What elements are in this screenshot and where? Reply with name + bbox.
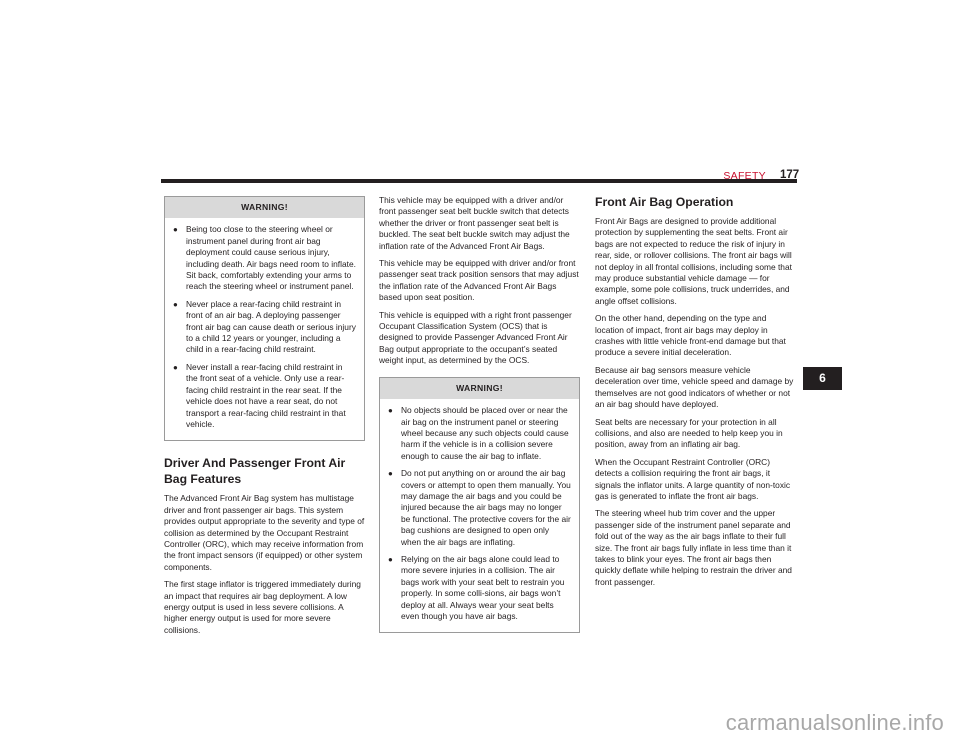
bullet-icon: ● — [388, 469, 393, 479]
bullet-icon: ● — [388, 554, 393, 564]
bullet-icon: ● — [388, 406, 393, 416]
warning-item: ● Never place a rear-facing child restraint in front of an air bag. A deploying passenger front air bag can cause death or serious injury to a child 12 years or younger, including a child in a rear-facing child restraint. — [173, 298, 356, 355]
section-title: SAFETY — [723, 170, 766, 182]
column-right — [595, 194, 797, 594]
section-heading: Driver And Passenger Front Air Bag Features — [164, 456, 346, 487]
bullet-icon: ● — [173, 362, 178, 372]
body-paragraph: Because air bag sensors measure vehicle deceleration over time, vehicle speed and damage by themselves are not good indicators of whether or not an air bag should have deployed. — [595, 364, 794, 410]
warning-item: ● No objects should be placed over or near the air bag on the instrument panel or steering wheel because any such objects could cause harm if the vehicle is in a collision severe enough to cause the air bag to inflate. — [388, 405, 569, 461]
bullet-icon: ● — [173, 299, 178, 309]
warning-box — [164, 196, 365, 441]
body-paragraph: The first stage inflator is triggered immediately during an impact that requires air bag deployment. A low energy output is used in less severe collisions. A higher energy output is used for more severe collisions. — [164, 579, 361, 635]
page-number: 177 — [780, 169, 800, 181]
body-paragraph: This vehicle may be equipped with driver and/or front passenger seat track position sensors that may adjust the inflation rate of the Advanced Front Air Bags based upon seat position. — [379, 258, 579, 303]
header-rule — [161, 179, 797, 183]
warning-item: ● Being too close to the steering wheel or instrument panel during front air bag deployment could cause serious injury, including death. Air bags need room to inflate. Sit back, comfortably extending your arms to reach the steering wheel or instrument panel. — [173, 224, 356, 292]
warning-title: WARNING! — [380, 378, 579, 399]
body-paragraph: When the Occupant Restraint Controller (ORC) detects a collision requiring the front air bags, it signals the inflator units. A large quantity of non-toxic gas is generated to inflate the front air bags. — [595, 456, 791, 501]
warning-list — [380, 399, 579, 632]
watermark: carmanualsonline.info — [725, 710, 944, 735]
bullet-icon: ● — [173, 225, 178, 235]
column-left — [164, 196, 365, 642]
warning-item: ● Never install a rear-facing child restraint in the front seat of a vehicle. Only use a rear-facing child restraint in the rear seat. If the vehicle does not have a rear seat, do not transport a rear-facing child restraint in that vehicle. — [173, 361, 346, 429]
warning-title: WARNING! — [165, 197, 364, 218]
body-paragraph: The Advanced Front Air Bag system has multistage driver and front passenger air bags. This system provides output appropriate to the severity and type of collision as determined by the Occupant Restraint Controller (ORC), which may receive information from the front impact sensors (if equipped) or other system components. — [164, 493, 365, 572]
body-paragraph: Front Air Bags are designed to provide additional protection by supplementing the seat belts. Front air bags are not expected to reduce the risk of injury in rear, side, or rollover collisions. The front air bags will not deploy in all frontal collisions, including some that may produce substantial vehicle damage — for example, some pole collisions, truck underrides, and angle offset collisions. — [595, 216, 792, 306]
column-middle — [379, 195, 580, 633]
body-paragraph: On the other hand, depending on the type and location of impact, front air bags may deploy in crashes with little vehicle front-end damage but that produce a severe initial deceleration. — [595, 313, 786, 358]
section-heading: Front Air Bag Operation — [595, 195, 734, 209]
warning-box — [379, 377, 580, 634]
warning-item: ● Do not put anything on or around the air bag covers or attempt to open them manually. You may damage the air bags and you could be injured because the air bags may no longer be functional. The protective covers for the air bag cushions are designed to open only when the air bags are inflating. — [388, 468, 571, 547]
body-paragraph: The steering wheel hub trim cover and the upper passenger side of the instrument panel separate and fold out of the way as the air bags inflate to their full size. The front air bags fully inflate in less time than it takes to blink your eyes. The front air bags then quickly deflate while helping to restrain the driver and front passenger. — [595, 508, 792, 587]
body-paragraph: Seat belts are necessary for your protection in all collisions, and also are needed to help keep you in position, away from an inflating air bag. — [595, 416, 783, 450]
warning-list — [165, 218, 364, 440]
chapter-tab: 6 — [803, 367, 842, 390]
warning-item: ● Relying on the air bags alone could lead to more severe injuries in a collision. The air bags work with your seat belt to restrain you properly. In some colli-sions, air bags won’t deploy at all. Always wear your seat belts even though you have air bags. — [388, 553, 565, 621]
body-paragraph: This vehicle is equipped with a right front passenger Occupant Classification System (OCS) that is designed to provide Passenger Advanced Front Air Bag output appropriate to the occupant’s seated weight input, as determined by the OCS. — [379, 309, 572, 366]
body-paragraph: This vehicle may be equipped with a driver and/or front passenger seat belt buckle switch that detects whether the driver or front passenger seat belt is buckled. The seat belt buckle switch may adjust the inflation rate of the Advanced Front Air Bags. — [379, 195, 570, 251]
